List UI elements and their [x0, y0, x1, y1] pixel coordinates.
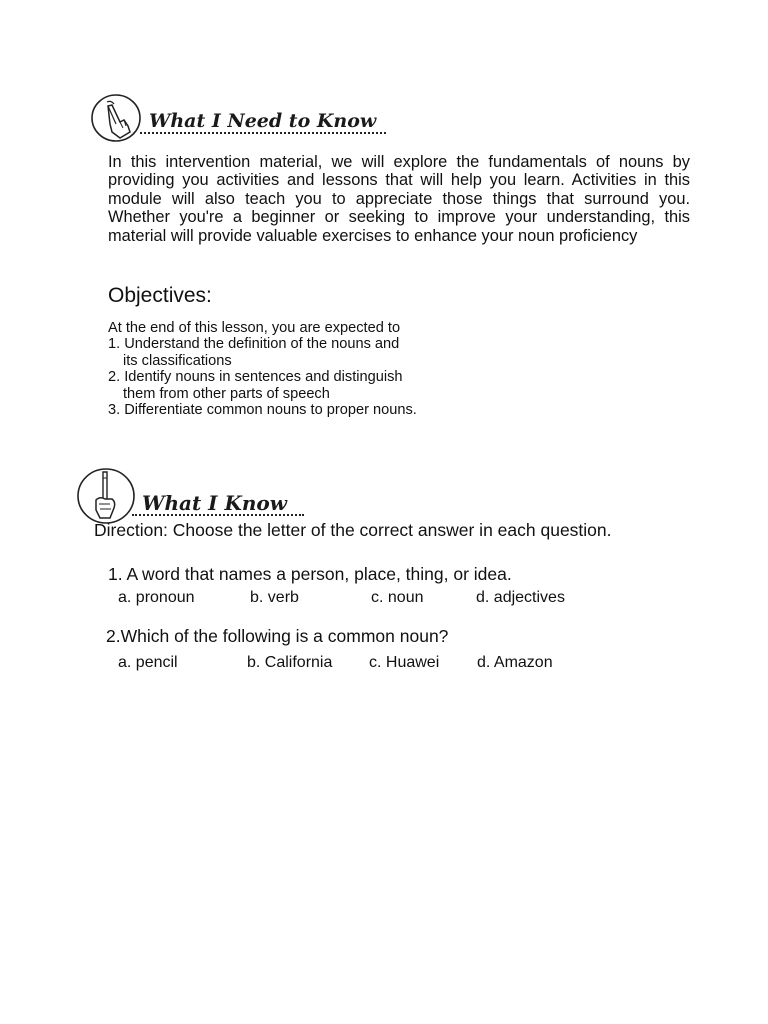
question-2: 2.Which of the following is a common noun?: [106, 626, 449, 646]
choice-2a: a. pencil: [118, 654, 178, 671]
choice-1a: a. pronoun: [118, 589, 195, 606]
choice-1b: b. verb: [250, 589, 299, 606]
pointing-hand-icon: [90, 92, 146, 149]
choice-2c: c. Huawei: [369, 654, 440, 671]
objectives-list: [108, 320, 528, 418]
section-title-what-i-need-to-know: What I Need to Know: [149, 110, 377, 132]
objective-item-1: 1. Understand the definition of the nouns and: [108, 336, 400, 353]
title-underline-dots: [132, 514, 304, 516]
objective-item-3: 3. Differentiate common nouns to proper nouns.: [108, 402, 417, 419]
objective-item-2: 2. Identify nouns in sentences and distinguish: [108, 369, 403, 386]
objectives-heading: Objectives:: [108, 284, 212, 307]
objective-item-2-cont: them from other parts of speech: [123, 385, 330, 402]
choice-1d: d. adjectives: [476, 589, 565, 606]
title-underline-dots: [140, 132, 386, 134]
intro-paragraph: In this intervention material, we will explore the fundamentals of nouns by providing you activities and lessons that will help you learn. Activities in this module will also teach you to appreciate those things that surround you. Whether you're a beginner or seeking to improve your understanding, this material will provide valuable exercises to enhance your noun proficiency: [108, 153, 690, 245]
objectives-intro-line: At the end of this lesson, you are expected to: [108, 320, 401, 336]
section-title-what-i-know: What I Know: [142, 491, 287, 515]
objective-item-1-cont: its classifications: [123, 352, 232, 369]
direction-text: Direction: Choose the letter of the correct answer in each question.: [94, 520, 612, 540]
choice-2d: d. Amazon: [477, 654, 553, 671]
question-1: 1. A word that names a person, place, thing, or idea.: [108, 564, 512, 584]
choice-1c: c. noun: [371, 589, 424, 606]
choice-2b: b. California: [247, 654, 333, 671]
